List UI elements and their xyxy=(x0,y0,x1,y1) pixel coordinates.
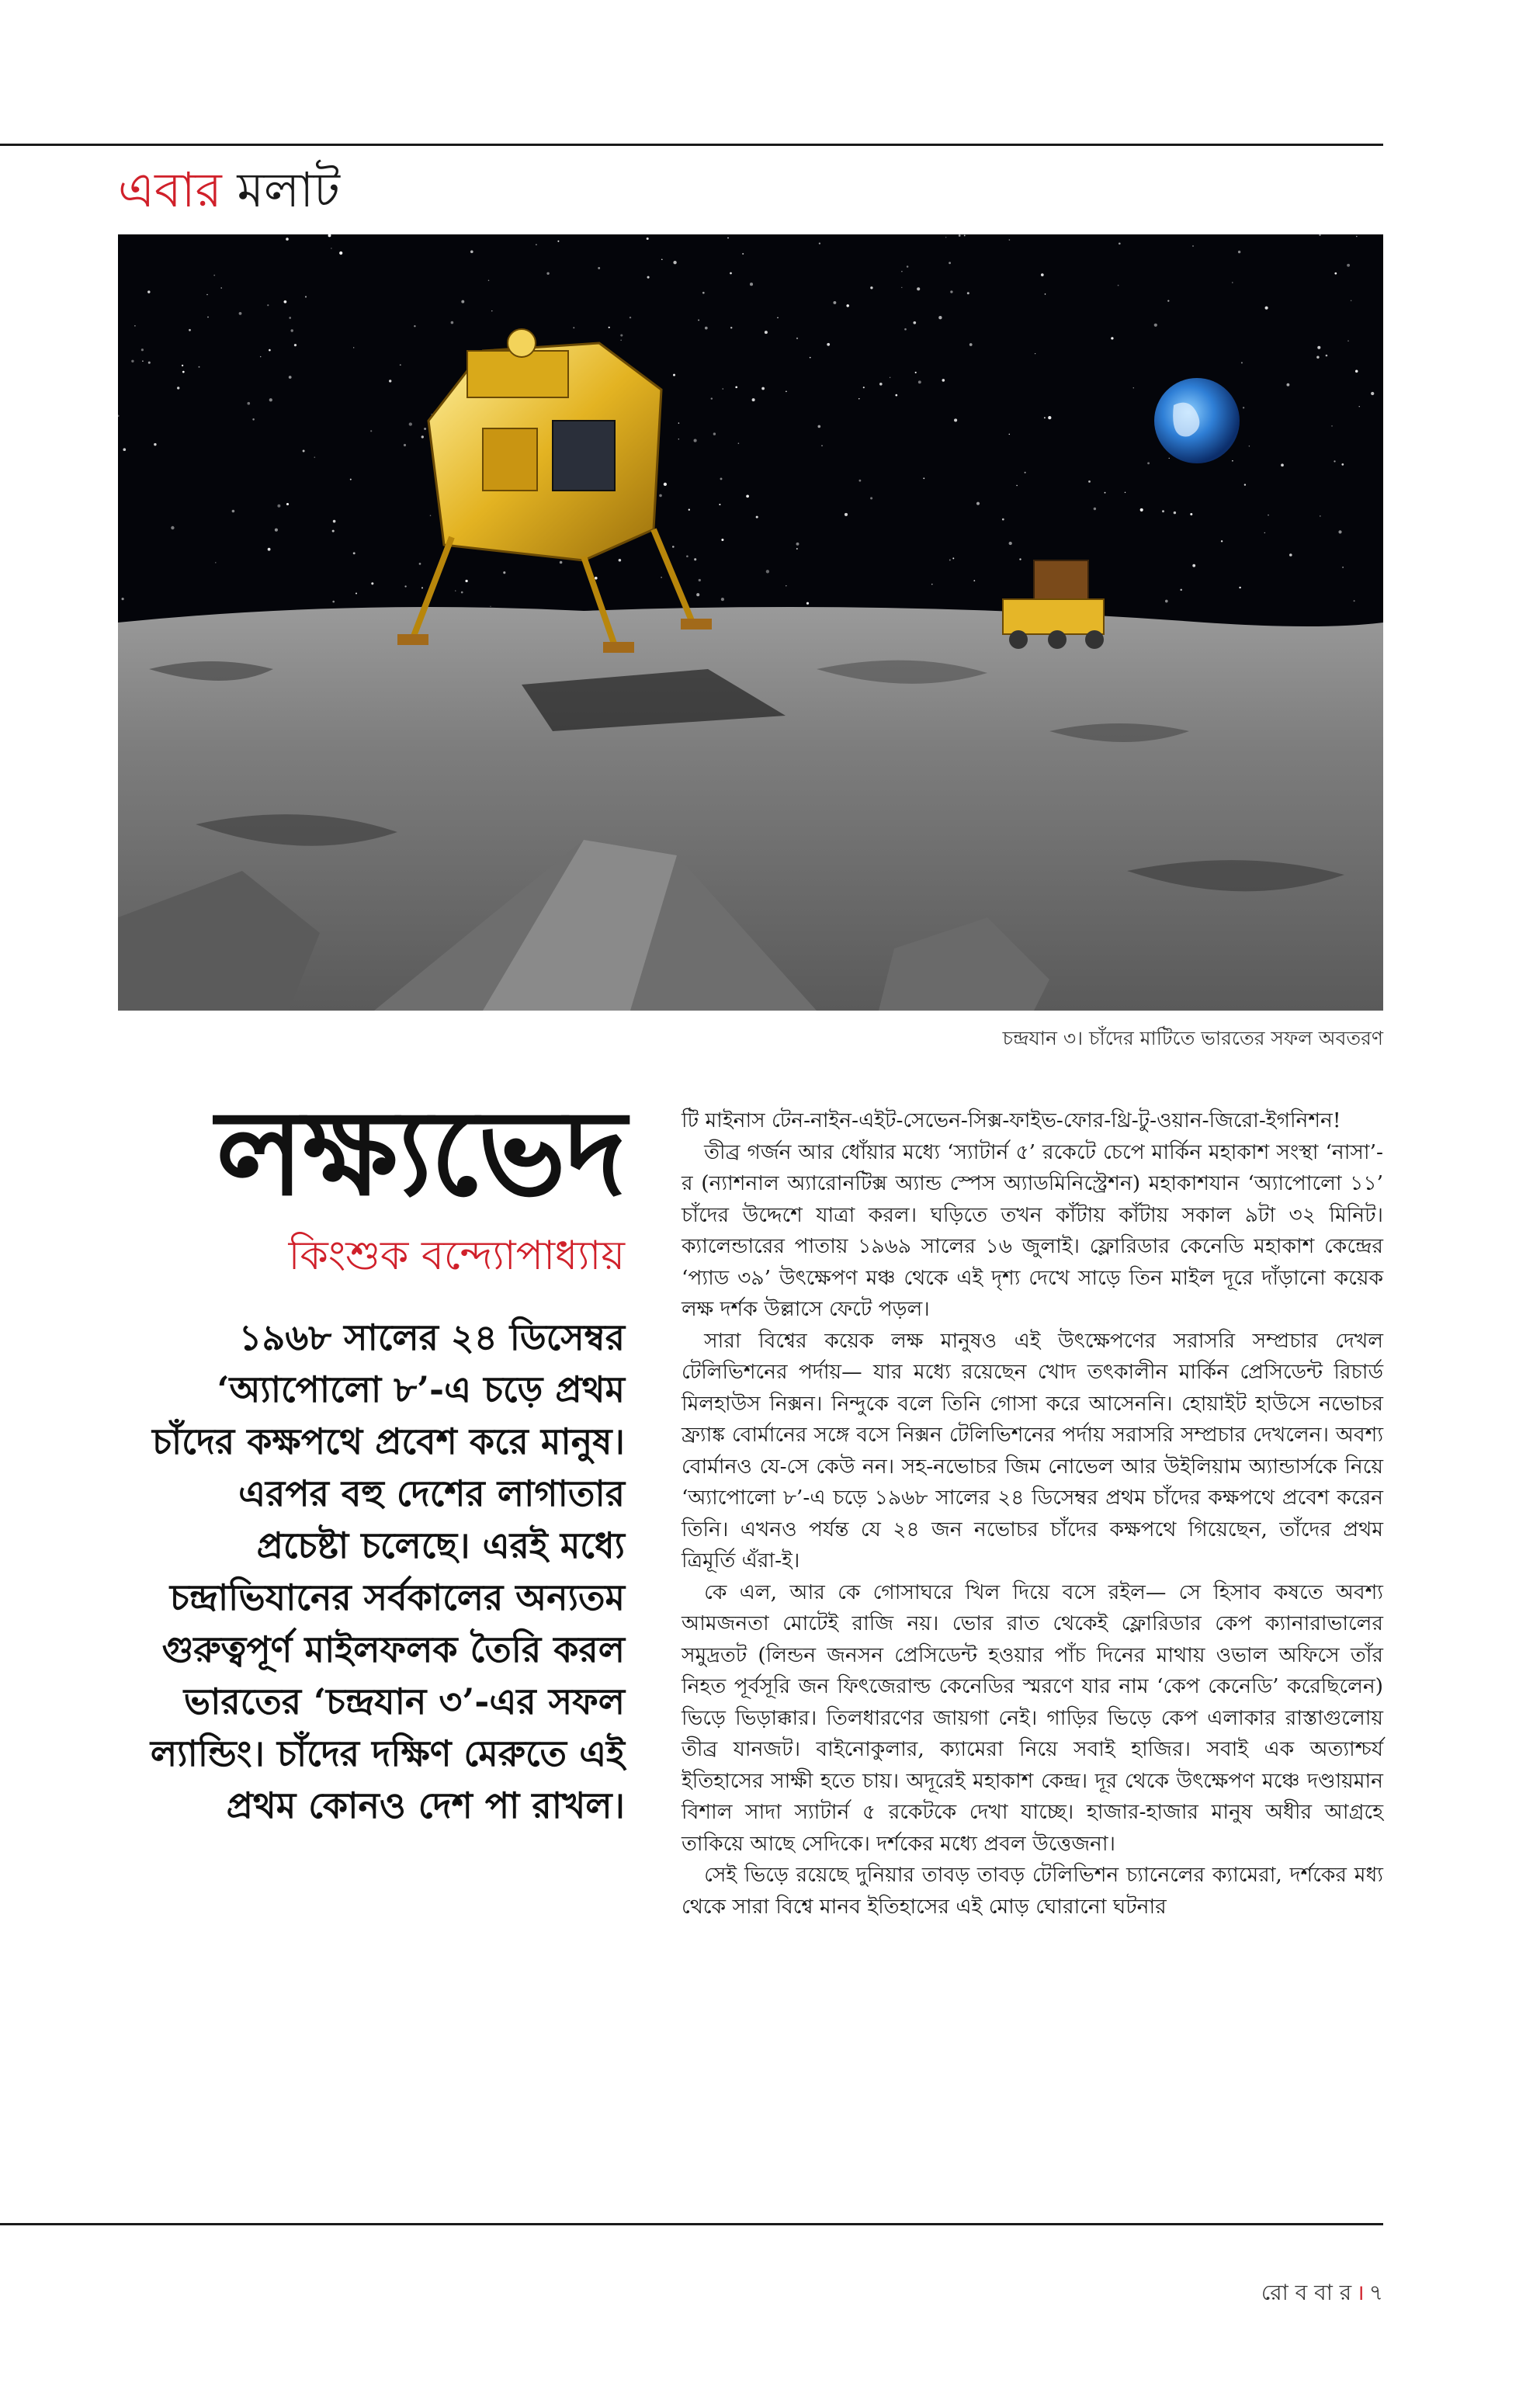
star xyxy=(289,376,292,379)
magazine-name: রো ব বা র xyxy=(1261,2280,1352,2305)
star xyxy=(470,250,473,253)
star xyxy=(1341,463,1344,466)
star xyxy=(661,258,663,260)
star xyxy=(171,526,174,529)
star xyxy=(686,555,688,557)
star xyxy=(672,546,675,548)
top-rule xyxy=(0,144,1383,146)
star xyxy=(141,349,144,351)
star xyxy=(1111,337,1113,339)
star xyxy=(1334,460,1335,462)
star xyxy=(945,237,946,238)
star xyxy=(1147,462,1150,464)
star xyxy=(859,480,862,482)
star xyxy=(247,402,250,405)
star xyxy=(1174,512,1176,514)
star xyxy=(817,425,820,428)
star xyxy=(949,262,951,264)
star xyxy=(356,593,357,595)
star xyxy=(821,445,823,446)
star xyxy=(123,448,126,451)
lunar-lander-icon xyxy=(397,329,712,653)
star xyxy=(1002,518,1004,521)
star xyxy=(424,428,426,430)
star xyxy=(1316,355,1319,358)
star xyxy=(1025,472,1026,473)
star xyxy=(1118,285,1119,286)
star xyxy=(1241,362,1243,363)
star xyxy=(269,398,272,401)
star xyxy=(858,398,859,399)
star xyxy=(1356,236,1358,238)
star xyxy=(220,287,222,289)
star xyxy=(777,317,779,319)
star xyxy=(1167,300,1169,301)
star xyxy=(267,304,269,306)
star xyxy=(503,571,505,574)
page-footer xyxy=(1261,2276,1383,2312)
star xyxy=(796,543,799,546)
star xyxy=(721,539,723,541)
star xyxy=(863,387,865,388)
star xyxy=(1243,407,1244,408)
star xyxy=(294,344,297,346)
body-paragraph: কে এল, আর কে গোসাঘরে খিল দিয়ে বসে রইল— সে হিসাব কষতে অবশ্য আমজনতা মোটেই রাজি নয়। ভোর রাত থেকেই ফ্লোরিডার কেপ ক্যানারাভালের সমুদ্রতট (লিন্ডন জনসন প্রেসিডেন্ট হওয়ার পাঁচ দিনের মাথায় ওভাল অফিসে তাঁর নিহত পূর্বসূরি জন ফিৎজেরাল্ড কেনেডির স্মরণে যার নাম ‘কেপ কেনেডি’ করেছিলেন) ভিড়ে ভিড়াক্কার। তিলধারণের জায়গা নেই। গাড়ির ভিড়ে কেপ এলাকার রাস্তাগুলোয় তীব্র যানজট। বাইনোকুলার, ক্যামেরা নিয়ে সবাই হাজির। সবাই এক অত্যাশ্চর্য ইতিহাসের সাক্ষী হতে চায়। অদূরেই মহাকাশ কেন্দ্র। দূর থেকে উৎক্ষেপণ মঞ্চে দণ্ডায়মান বিশাল সাদা স্যাটার্ন ৫ রকেটকে দেখা যাচ্ছে। হাজার-হাজার মানুষ অধীর আগ্রহে তাকিয়ে আছে সেদিকে। দর্শকের মধ্যে প্রবল উত্তেজনা। xyxy=(682,1580,1383,1856)
star xyxy=(595,577,598,580)
star xyxy=(1105,492,1106,494)
star xyxy=(735,386,737,388)
section-header-black: মলাট xyxy=(237,161,340,218)
star xyxy=(907,265,909,268)
star xyxy=(694,558,696,560)
star xyxy=(696,593,699,596)
star xyxy=(620,334,623,336)
star xyxy=(1009,239,1011,241)
star xyxy=(284,300,287,303)
star xyxy=(742,253,744,255)
section-header-red: এবার xyxy=(118,161,222,218)
star xyxy=(1232,282,1233,283)
star xyxy=(189,329,191,331)
star xyxy=(959,234,961,237)
star xyxy=(199,366,200,368)
star xyxy=(277,505,280,508)
star xyxy=(1347,264,1350,267)
star xyxy=(598,267,600,269)
body-paragraph: টি মাইনাস টেন-নাইন-এইট-সেভেন-সিক্স-ফাইভ-ফোর-থ্রি-টু-ওয়ান-জিরো-ইগনিশন! xyxy=(682,1108,1341,1132)
star xyxy=(1371,392,1374,395)
star xyxy=(1268,515,1269,516)
star xyxy=(1048,416,1051,419)
star xyxy=(1289,553,1292,557)
star xyxy=(756,516,758,518)
star xyxy=(678,422,679,423)
star xyxy=(404,444,406,446)
star xyxy=(461,591,463,594)
star xyxy=(901,271,902,272)
star xyxy=(901,287,902,288)
star xyxy=(713,432,716,435)
star xyxy=(730,327,732,328)
star xyxy=(1192,564,1195,567)
star xyxy=(1045,293,1046,295)
star xyxy=(952,557,954,559)
star xyxy=(806,602,809,605)
star xyxy=(973,580,975,581)
star xyxy=(332,530,335,532)
star xyxy=(1359,406,1360,407)
star xyxy=(698,319,699,321)
star xyxy=(720,477,723,480)
star xyxy=(291,329,293,331)
star xyxy=(1351,300,1352,302)
star xyxy=(730,272,732,275)
body-paragraph: সেই ভিড়ে রয়েছে দুনিয়ার তাবড় তাবড় টেলিভিশন চ্যানেলের ক্যামেরা, দর্শকের মধ্য থেকে সারা বিশ্বে মানব ইতিহাসের এই মোড় ঘোরানো ঘটনার xyxy=(682,1863,1383,1919)
star xyxy=(142,360,144,362)
star xyxy=(465,580,467,582)
star xyxy=(546,272,549,275)
star xyxy=(750,283,753,286)
article-headline: লক্ষ্যভেদ xyxy=(216,1083,625,1222)
star xyxy=(923,477,924,479)
star xyxy=(1239,587,1240,588)
star xyxy=(659,494,662,498)
star xyxy=(1354,600,1355,602)
star xyxy=(964,234,966,236)
star xyxy=(913,321,916,324)
star xyxy=(421,435,424,438)
star xyxy=(414,325,415,327)
star xyxy=(765,331,768,334)
star xyxy=(213,275,215,276)
star xyxy=(333,520,336,523)
star xyxy=(260,356,262,358)
star xyxy=(328,234,331,237)
image-caption: চন্দ্রযান ৩। চাঁদের মাটিতে ভারতের সফল অবতরণ xyxy=(1002,1027,1383,1049)
star xyxy=(1281,463,1284,466)
star xyxy=(879,383,883,386)
star xyxy=(419,563,421,565)
star xyxy=(232,510,235,513)
star xyxy=(206,294,208,296)
star xyxy=(339,251,342,255)
star xyxy=(721,598,724,601)
star xyxy=(404,585,406,587)
article-intro: ১৯৬৮ সালের ২৪ ডিসেম্বর ‘অ্যাপোলো ৮’-এ চড়ে প্রথম চাঁদের কক্ষপথে প্রবেশ করে মানুষ। এরপর বহু দেশের লাগাতার প্রচেষ্টা চলেছে। এরই মধ্যে চন্দ্রাভিযানের সর্বকালের অন্যতম গুরুত্বপূর্ণ মাইলফলক তৈরি করল ভারতের ‘চন্দ্রযান ৩’-এর সফল ল্যান্ডিং। চাঁদের দক্ষিণ মেরুতে এই প্রথম কোনও দেশ পা রাখল। xyxy=(150,1316,625,1826)
star xyxy=(182,371,185,373)
star xyxy=(702,292,705,294)
star xyxy=(488,280,490,282)
star xyxy=(1265,307,1268,310)
star xyxy=(1140,508,1143,512)
star xyxy=(719,504,720,505)
star xyxy=(400,364,401,366)
star xyxy=(269,349,271,352)
star xyxy=(421,587,423,588)
star xyxy=(1088,480,1091,483)
star xyxy=(1232,460,1233,462)
star xyxy=(918,380,921,383)
star xyxy=(917,287,920,290)
star xyxy=(621,340,622,341)
star xyxy=(870,497,872,499)
star xyxy=(786,391,787,393)
star xyxy=(1119,242,1121,245)
star xyxy=(370,430,372,432)
star xyxy=(1016,485,1017,486)
star xyxy=(239,312,242,315)
star xyxy=(810,357,811,359)
star xyxy=(491,310,492,311)
star xyxy=(673,261,676,264)
star xyxy=(738,442,740,444)
star xyxy=(1165,600,1168,603)
star xyxy=(752,398,755,401)
star xyxy=(647,238,649,240)
star xyxy=(1192,245,1193,246)
star xyxy=(1162,510,1164,512)
star xyxy=(942,379,945,382)
star xyxy=(870,286,872,289)
star xyxy=(182,365,183,366)
star xyxy=(705,327,708,330)
star xyxy=(1009,542,1012,545)
star xyxy=(761,387,765,390)
star xyxy=(177,387,179,389)
star xyxy=(332,601,335,603)
star xyxy=(1331,425,1332,426)
body-paragraph: তীব্র গর্জন আর ধোঁয়ার মধ্যে ‘স্যাটার্ন ৫’ রকেটে চেপে মার্কিন মহাকাশ সংস্থা ‘নাসা’-র (ন্যাশনাল অ্যারোনটিক্স অ্যান্ড স্পেস অ্যাডমিনিস্ট্রেশন) মহাকাশযান ‘অ্যাপোলো ১১’ চাঁদের উদ্দেশে যাত্রা করল। ঘড়িতে তখন কাঁটায় কাঁটায় সকাল ৯টা ৩২ মিনিট। ক্যালেন্ডারের পাতায় ১৯৬৯ সালের ১৬ জুলাই। ফ্লোরিডার কেনেডি মহাকাশ কেন্দ্রের ‘প্যাড ৩৯’ উৎক্ষেপণ মঞ্চ থেকে এই দৃশ্য দেখে সাড়ে তিন মাইল দূরে দাঁড়ানো কয়েক লক্ষ দর্শক উল্লাসে ফেটে পড়ল। xyxy=(682,1139,1383,1321)
star xyxy=(1326,355,1328,357)
star xyxy=(619,559,622,562)
body-paragraph: সারা বিশ্বের কয়েক লক্ষ মানুষও এই উৎক্ষেপণের সরাসরি সম্প্রচার দেখল টেলিভিশনের পর্দায়— যার মধ্যে রয়েছেন খোদ তৎকালীন মার্কিন প্রেসিডেন্ট রিচার্ড মিলহাউস নিক্সন। নিন্দুকে বলে তিনি গোসা করে আসেননি। হোয়াইট হাউসে নভোচর ফ্র্যাঙ্ক বোর্মানের সঙ্গে বসে নিক্সন টেলিভিশনের পর্দায় সরাসরি সম্প্রচার দেখলেন। অবশ্য বোর্মানও যে-সে কেউ নন। সহ-নভোচর জিম নোভেল আর উইলিয়াম অ্যান্ডার্সকে নিয়ে ‘অ্যাপোলো ৮’-এ চড়ে ১৯৬৮ সালের ২৪ ডিসেম্বর প্রথম চাঁদের কক্ষপথে প্রবেশ করেন তিনি। এখনও পর্যন্ত যে ২৪ জন নভোচর চাঁদের কক্ষপথে গিয়েছেন, তাঁদের প্রথম ত্রিমূর্তি এঁরা-ই। xyxy=(682,1328,1383,1573)
star xyxy=(1342,567,1344,568)
star xyxy=(118,414,120,417)
star xyxy=(314,456,316,458)
star xyxy=(699,579,701,581)
star xyxy=(647,276,650,279)
star xyxy=(688,509,690,511)
star xyxy=(1094,508,1096,510)
star xyxy=(1348,340,1349,342)
star xyxy=(846,304,848,307)
star xyxy=(461,300,464,303)
star xyxy=(661,577,662,578)
star xyxy=(1244,484,1246,485)
star xyxy=(1338,530,1341,533)
star xyxy=(252,418,255,421)
star xyxy=(560,561,563,564)
star xyxy=(451,321,454,324)
star xyxy=(915,372,917,373)
star xyxy=(938,316,942,319)
star xyxy=(215,562,216,563)
star xyxy=(207,317,209,318)
star xyxy=(389,380,391,382)
star xyxy=(711,397,713,399)
footer-separator: । xyxy=(1356,2280,1365,2305)
star xyxy=(1334,272,1337,275)
star xyxy=(148,362,151,364)
star xyxy=(409,422,412,425)
star xyxy=(1264,532,1265,533)
star xyxy=(1317,346,1320,349)
star xyxy=(573,327,574,328)
star xyxy=(455,590,456,591)
star xyxy=(275,529,278,532)
star xyxy=(609,327,610,328)
star xyxy=(949,560,951,561)
star xyxy=(819,242,820,244)
page-number: ৭ xyxy=(1368,2280,1383,2305)
star xyxy=(1180,589,1182,591)
star xyxy=(131,360,134,362)
star xyxy=(268,548,271,551)
star xyxy=(950,290,952,293)
star xyxy=(1009,434,1011,435)
star xyxy=(827,343,830,346)
star xyxy=(664,483,667,486)
star xyxy=(1238,251,1240,253)
star xyxy=(895,394,897,397)
star xyxy=(1019,558,1021,560)
star xyxy=(694,439,697,442)
star xyxy=(796,338,798,339)
star xyxy=(350,479,352,480)
star xyxy=(976,502,980,505)
section-header xyxy=(118,159,340,221)
star xyxy=(557,241,559,242)
star xyxy=(833,301,836,304)
star xyxy=(1133,387,1134,388)
star xyxy=(904,328,907,331)
star xyxy=(303,450,305,453)
star xyxy=(630,317,631,318)
star xyxy=(134,325,136,327)
star xyxy=(1319,234,1320,236)
star xyxy=(289,317,291,319)
star xyxy=(727,238,729,239)
star xyxy=(147,290,150,293)
star xyxy=(353,347,354,348)
star xyxy=(154,443,156,446)
star xyxy=(353,552,356,554)
star xyxy=(1320,515,1321,517)
star xyxy=(1125,492,1126,494)
star xyxy=(371,582,373,584)
rover-icon xyxy=(1003,560,1104,649)
star xyxy=(490,606,491,607)
star xyxy=(766,570,769,573)
star xyxy=(1154,324,1157,327)
star xyxy=(430,515,432,516)
star xyxy=(305,296,307,297)
star xyxy=(286,238,289,241)
star xyxy=(673,374,675,376)
star xyxy=(1169,458,1170,459)
star xyxy=(967,292,969,294)
star xyxy=(1355,370,1358,373)
bottom-rule xyxy=(0,2223,1383,2225)
star xyxy=(954,418,957,421)
star xyxy=(746,494,749,498)
star xyxy=(969,343,973,346)
hero-image xyxy=(118,234,1383,1011)
star xyxy=(845,513,848,516)
article-byline: কিংশুক বন্দ্যোপাধ্যায় xyxy=(288,1233,625,1279)
article-body xyxy=(682,1105,1383,2211)
star xyxy=(1044,417,1046,418)
star xyxy=(796,548,798,550)
star xyxy=(1221,540,1223,542)
star xyxy=(1041,273,1044,276)
star xyxy=(1190,513,1192,515)
star xyxy=(122,598,124,600)
star xyxy=(286,503,289,505)
star xyxy=(1286,383,1289,387)
